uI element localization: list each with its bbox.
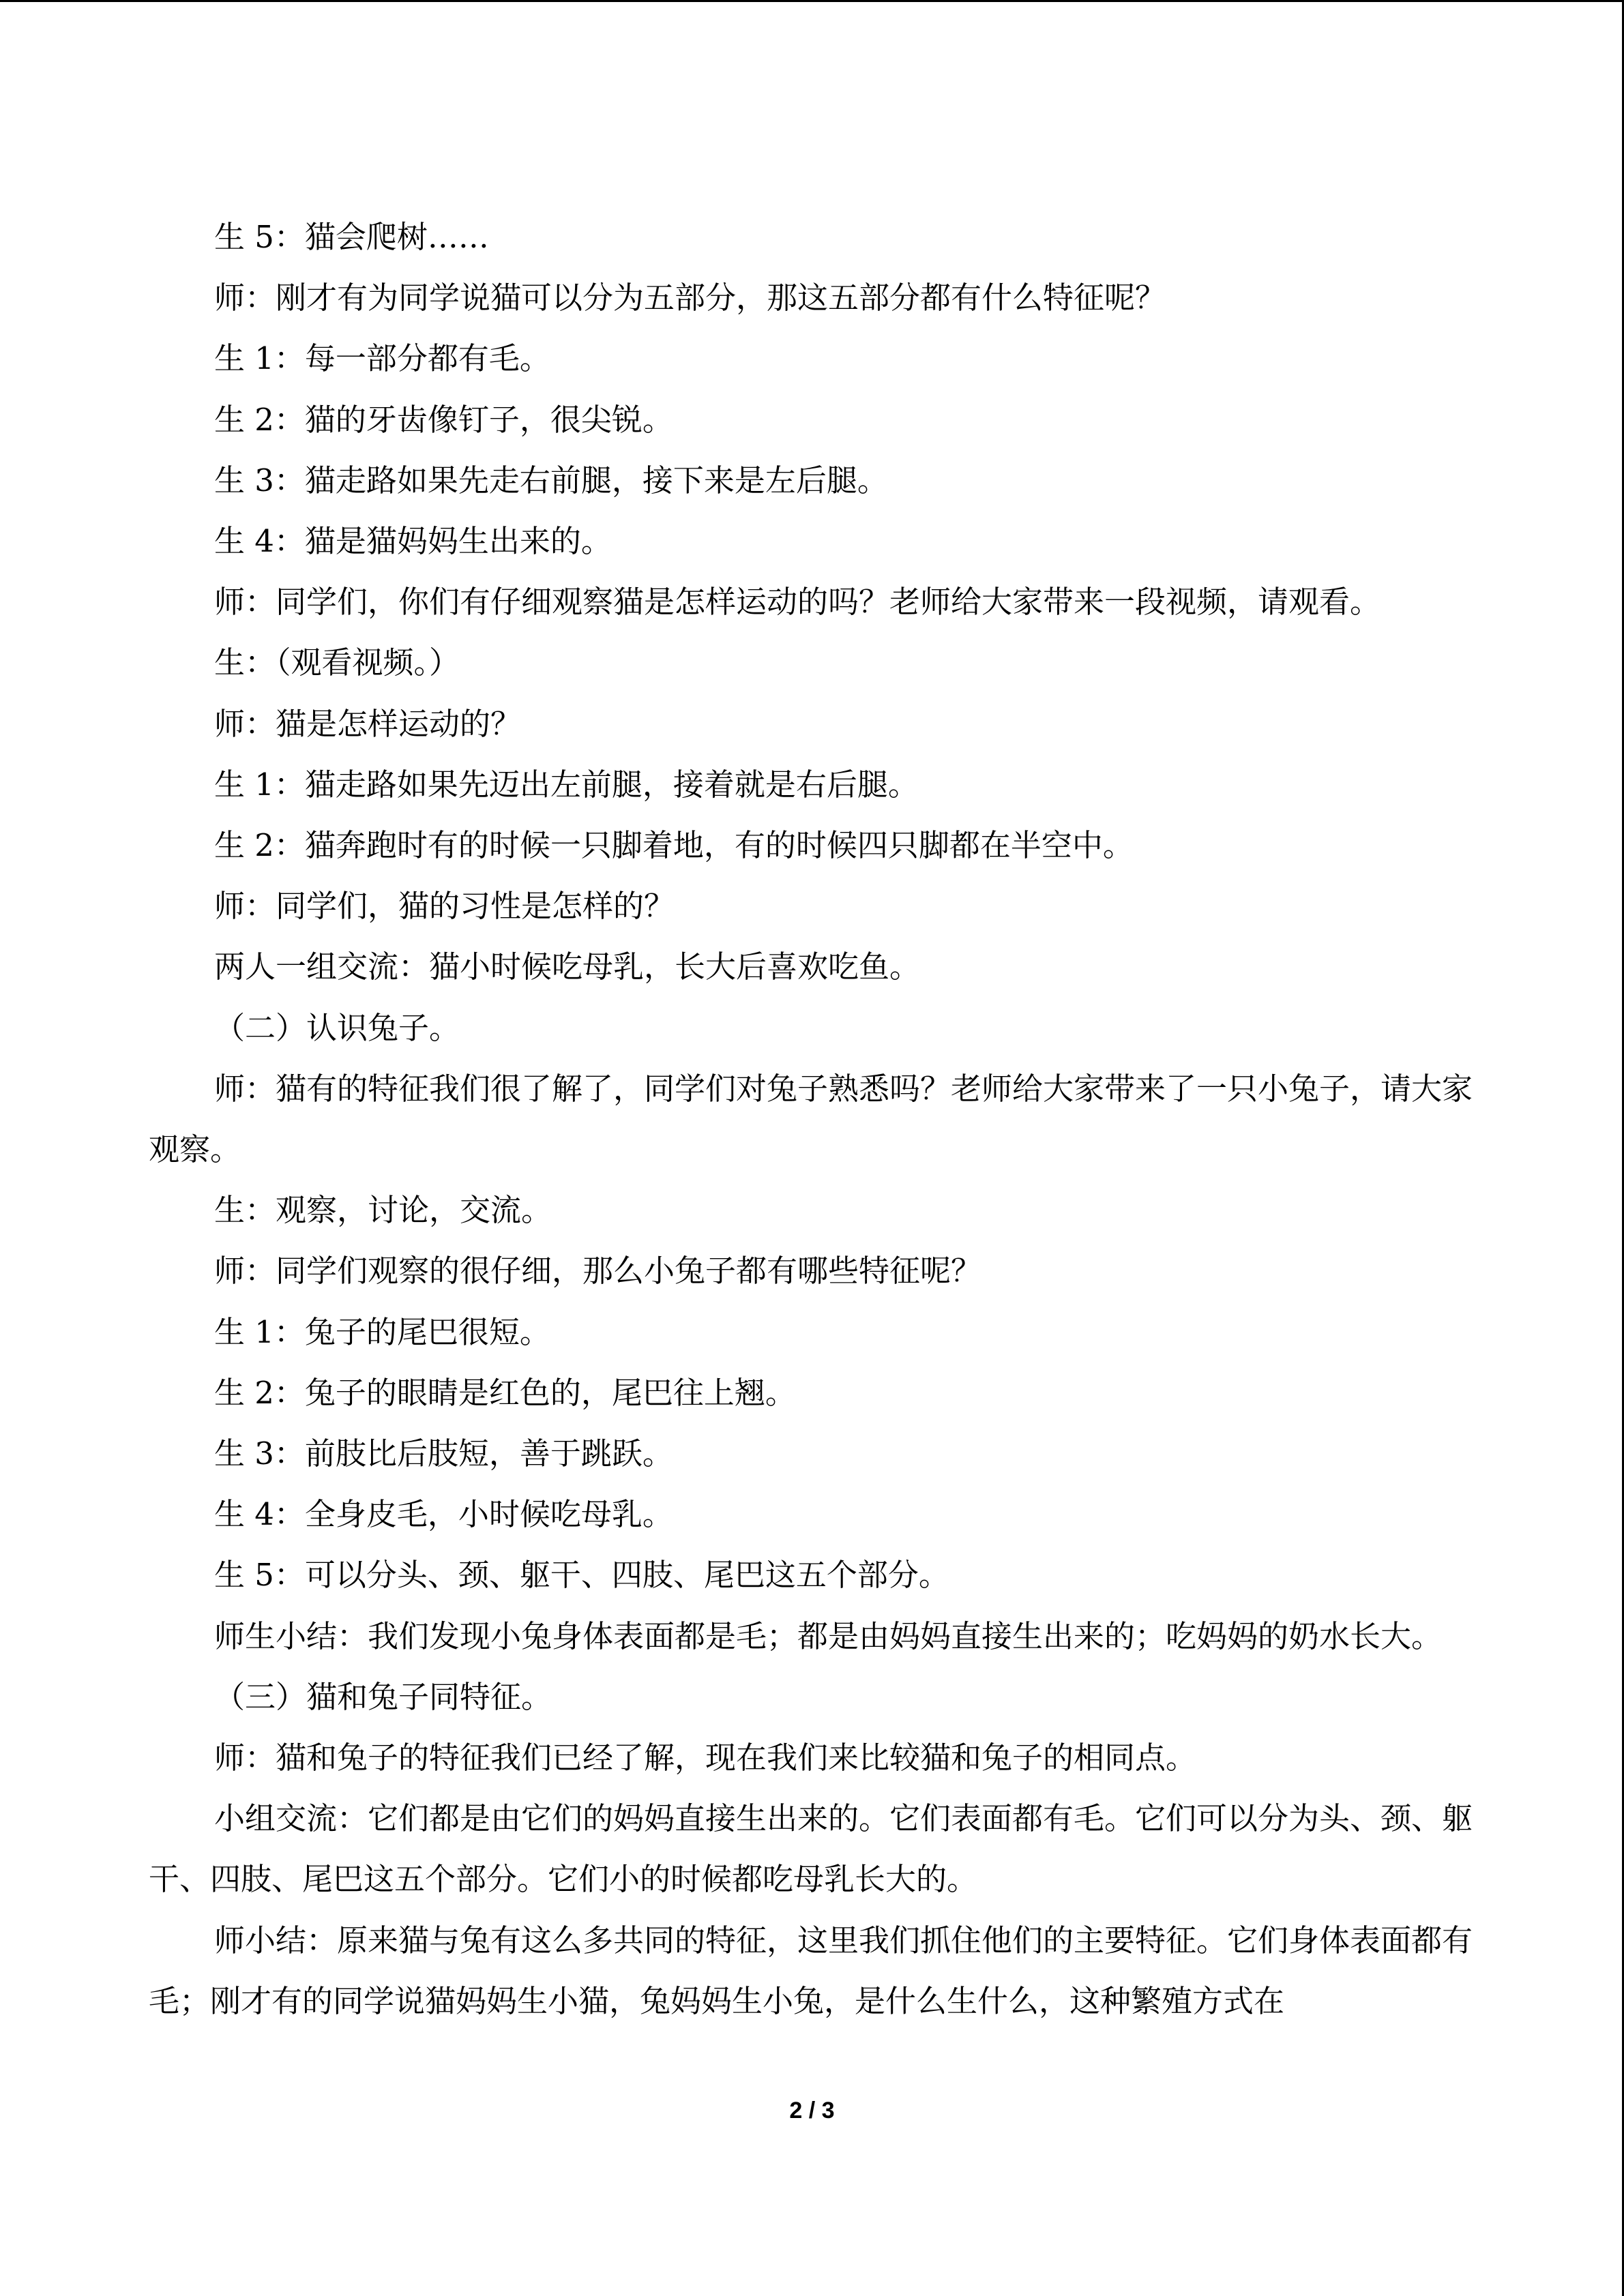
paragraph: 生 4：猫是猫妈妈生出来的。 [214,523,612,560]
paragraph: 师：猫是怎样运动的？ [214,705,522,742]
paragraph: 生 1：兔子的尾巴很短。 [214,1313,550,1350]
paragraph: 生 1：每一部分都有毛。 [214,340,550,377]
paragraph: 生 5：可以分头、颈、躯干、四肢、尾巴这五个部分。 [214,1557,949,1594]
paragraph: 生 3：猫走路如果先走右前腿，接下来是左后腿。 [214,462,888,498]
page-number: 2 / 3 [789,2098,835,2123]
paragraph: 生 4：全身皮毛，小时候吃母乳。 [214,1496,673,1533]
section-heading: （二）认识兔子。 [214,1009,460,1046]
paragraph: 生 5：猫会爬树…… [214,219,489,255]
paragraph: 生 1：猫走路如果先迈出左前腿，接着就是右后腿。 [214,766,919,803]
paragraph: 生：观察，讨论，交流。 [214,1192,552,1229]
body-text [149,207,1476,2031]
section-heading: （三）猫和兔子同特征。 [214,1678,552,1715]
paragraph: 生 2：猫奔跑时有的时候一只脚着地，有的时候四只脚都在半空中。 [214,827,1134,864]
paragraph: 小组交流：它们都是由它们的妈妈直接生出来的。它们表面都有毛。它们可以分为头、颈、躯干、四肢、尾巴这五个部分。它们小的时候都吃母乳长大的。 [149,1800,1473,1898]
paragraph: 生：（观看视频。） [214,644,460,681]
paragraph: 师：同学们观察的很仔细，那么小兔子都有哪些特征呢？ [214,1253,982,1289]
paragraph: 两人一组交流：猫小时候吃母乳，长大后喜欢吃鱼。 [214,949,921,985]
paragraph: 师：猫有的特征我们很了解了，同学们对兔子熟悉吗？老师给大家带来了一只小兔子，请大家观察。 [149,1070,1473,1168]
paragraph: 师生小结：我们发现小兔身体表面都是毛；都是由妈妈直接生出来的；吃妈妈的奶水长大。 [214,1617,1443,1654]
paragraph: 师：刚才有为同学说猫可以分为五部分，那这五部分都有什么特征呢？ [214,280,1166,316]
paragraph: 师：同学们，你们有仔细观察猫是怎样运动的吗？老师给大家带来一段视频，请观看。 [214,584,1381,621]
paragraph: 师小结：原来猫与兔有这么多共同的特征，这里我们抓住他们的主要特征。它们身体表面都有毛；刚才有的同学说猫妈妈生小猫，兔妈妈生小兔，是什么生什么，这种繁殖方式在 [149,1922,1473,2019]
paragraph: 生 2：兔子的眼睛是红色的，尾巴往上翘。 [214,1374,796,1411]
paragraph: 生 2：猫的牙齿像钉子，很尖锐。 [214,401,673,438]
paragraph: 生 3：前肢比后肢短，善于跳跃。 [214,1435,673,1472]
paragraph: 师：同学们，猫的习性是怎样的？ [214,888,675,925]
paragraph: 师：猫和兔子的特征我们已经了解，现在我们来比较猫和兔子的相同点。 [214,1740,1197,1776]
